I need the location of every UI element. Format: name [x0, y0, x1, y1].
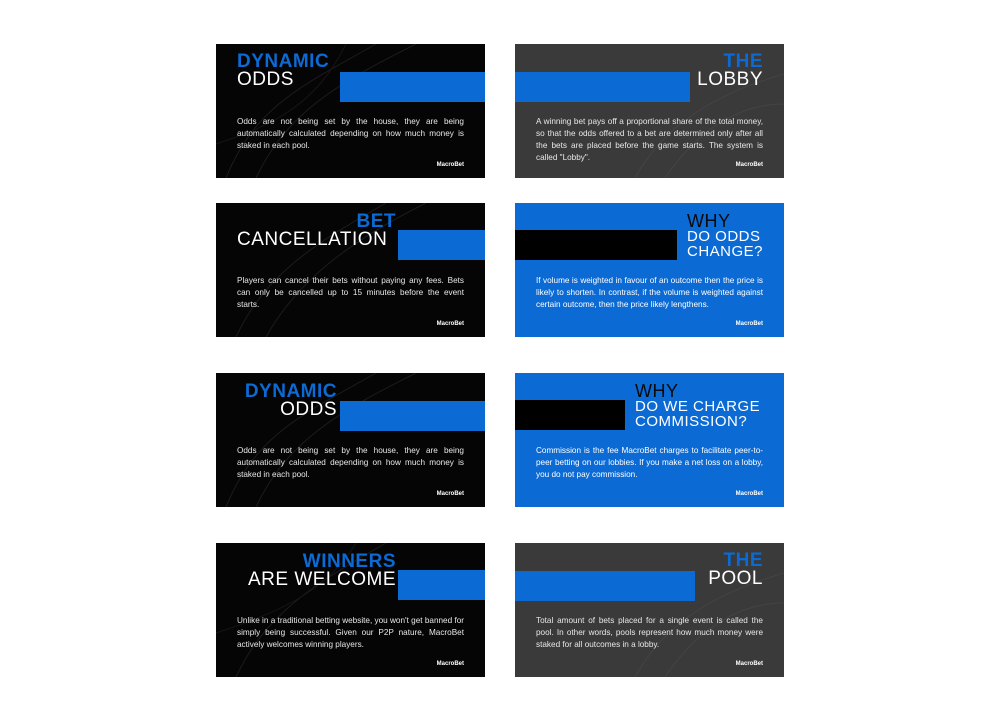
accent-bar [515, 72, 690, 102]
card-why-odds-change [515, 203, 784, 337]
swirl-pattern [216, 203, 485, 337]
title-line-main: LOBBY [697, 69, 763, 90]
card-title [245, 383, 337, 419]
card-body: Odds are not being set by the house, they are being automatically calculated depending on how much money is staked in each pool. [237, 446, 464, 479]
card-the-lobby [515, 44, 784, 178]
accent-bar [515, 571, 695, 601]
title-line-main: ODDS [280, 399, 337, 420]
card-dynamic-odds [216, 44, 485, 178]
brand-label: MacroBet [735, 491, 763, 497]
card-title [635, 383, 760, 429]
title-line-main: DO ODDS [687, 228, 761, 245]
title-line-main: POOL [708, 568, 763, 589]
card-the-pool [515, 543, 784, 677]
card-title [687, 213, 763, 259]
title-line-accent: BET [356, 211, 396, 232]
accent-bar [515, 230, 677, 260]
title-line-main: CANCELLATION [237, 229, 388, 250]
title-line-accent: DYNAMIC [237, 51, 330, 72]
title-line-main: DO WE CHARGE [635, 398, 761, 415]
card-body: A winning bet pays off a proportional share of the total money, so that the odds offered to a bet are determined only after all the bets are placed before the game starts. The system is called "Lobby". [536, 117, 763, 162]
title-line-accent: DYNAMIC [244, 381, 337, 402]
accent-bar [340, 72, 485, 102]
brand-label: MacroBet [735, 162, 763, 168]
title-line-accent: WINNERS [302, 551, 396, 572]
accent-bar [515, 400, 625, 430]
title-line-accent: THE [723, 51, 763, 72]
accent-bar [340, 401, 485, 431]
brand-label: MacroBet [436, 162, 464, 168]
card-body: Total amount of bets placed for a single event is called the pool. In other words, pools represent how much money were staked for all outcomes in a lobby. [536, 616, 763, 649]
brand-label: MacroBet [735, 661, 763, 667]
title-line-strong: WHY [635, 381, 679, 401]
card-title [248, 553, 396, 589]
title-line-accent: THE [723, 550, 763, 571]
card-title [237, 53, 329, 89]
brand-label: MacroBet [436, 321, 464, 327]
card-body: Odds are not being set by the house, they are being automatically calculated depending on how much money is staked in each pool. [237, 117, 464, 150]
card-title-main [237, 231, 387, 249]
brand-label: MacroBet [436, 491, 464, 497]
title-line-main: COMMISSION? [635, 413, 748, 430]
title-line-main: ODDS [237, 69, 294, 90]
card-winners-welcome [216, 543, 485, 677]
card-body: If volume is weighted in favour of an outcome then the price is likely to shorten. In contrast, if the volume is weighted against certain outcome, then the price likely lengthens. [536, 276, 763, 309]
accent-bar [398, 570, 485, 600]
card-title [697, 53, 763, 89]
card-dynamic-odds [216, 373, 485, 507]
accent-bar [398, 230, 485, 260]
title-line-strong: WHY [687, 211, 731, 231]
card-body: Commission is the fee MacroBet charges to facilitate peer-to-peer betting on our lobbies. If you make a net loss on a lobby, you do not pay commission. [536, 446, 763, 479]
title-line-main: CHANGE? [687, 243, 764, 260]
card-why-commission [515, 373, 784, 507]
brand-label: MacroBet [436, 661, 464, 667]
card-body: Players can cancel their bets without paying any fees. Bets can only be cancelled up to 15 minutes before the event starts. [237, 276, 464, 309]
card-title [708, 552, 763, 588]
brand-label: MacroBet [735, 321, 763, 327]
card-body: Unlike in a traditional betting website, you won't get banned for simply being successful. Given our P2P nature, MacroBet actively welcomes winning players. [237, 616, 464, 649]
card-bet-cancellation [216, 203, 485, 337]
title-line-main: ARE WELCOME [247, 569, 396, 590]
